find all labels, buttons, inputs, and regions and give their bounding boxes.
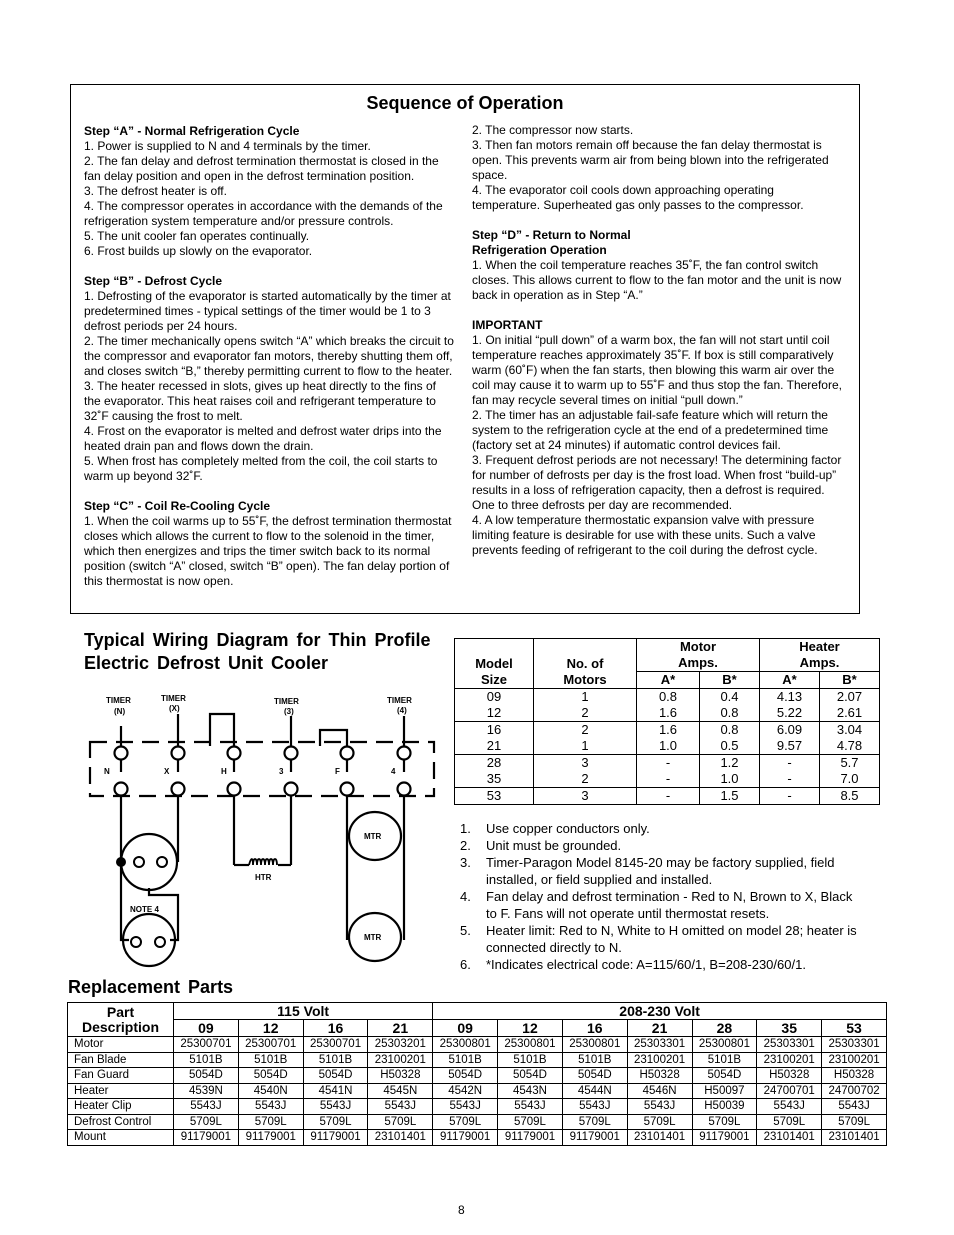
amps-value: 35 (486, 771, 502, 786)
part-number: 5054D (303, 1068, 368, 1084)
motor-b-header: B* (700, 672, 760, 689)
part-number: 23101401 (368, 1130, 433, 1146)
amps-cell (534, 788, 637, 805)
part-number: 23100201 (822, 1052, 887, 1068)
part-number: 5709L (562, 1114, 627, 1130)
amps-value: 1.6 (658, 705, 678, 720)
part-number: 5709L (238, 1114, 303, 1130)
part-number: 5054D (562, 1068, 627, 1084)
amps-value: 0.8 (658, 689, 678, 704)
amps-cell (700, 689, 760, 722)
amps-value: - (787, 755, 792, 770)
note-text: Fan delay and defrost termination - Red to N, Brown to X, Black to F. Fans will not operate until thermostat resets. (486, 889, 853, 921)
page-number: 8 (458, 1203, 465, 1217)
model-header-1: Model (455, 639, 534, 672)
timer-4-label: TIMER (387, 696, 412, 705)
amps-value: 1.6 (658, 722, 678, 737)
amps-value: 53 (486, 788, 502, 803)
part-description-header: Part Description (68, 1003, 174, 1037)
table-row (68, 1083, 887, 1099)
part-number: 23101401 (822, 1130, 887, 1146)
part-number: 5709L (692, 1114, 757, 1130)
step-text: 6. Frost builds up slowly on the evaporator. (84, 244, 313, 258)
amps-value: 21 (486, 738, 502, 753)
part-number: H50039 (692, 1099, 757, 1115)
note-number: 1. (460, 821, 471, 836)
step-heading: Step “C” - Coil Re-Cooling Cycle (84, 499, 271, 513)
table-row (68, 1068, 887, 1084)
amps-value: 09 (486, 689, 502, 704)
amps-cell (534, 689, 637, 722)
step-text: 1. On initial “pull down” of a warm box, the fan will not start until coil temperature reaches approximately 35˚F. If box is still comparatively warm (60˚F) when the fan starts, then blowing this warm air over the coil may cause it to warm up to 55˚F and thus stop the fan. Therefore, fan may recycle several times on initial “pull down.” (472, 333, 842, 407)
amps-cell (700, 755, 760, 788)
sequence-left-column (84, 124, 454, 589)
step-text: 2. The timer has an adjustable fail-safe feature which will return the system to the refrigeration cycle at the end of a predetermined time (factory set at 24 minutes) if automatic control devices fail. (472, 408, 829, 452)
step-heading: Refrigeration Operation (472, 243, 607, 257)
part-number: 5543J (238, 1099, 303, 1115)
wiring-notes (460, 820, 860, 973)
note-number: 2. (460, 838, 471, 853)
amps-row-group (455, 689, 880, 722)
amps-value: - (665, 771, 671, 786)
amps-cell (534, 722, 637, 755)
amps-value: 1 (581, 738, 589, 753)
heater-a-header: A* (760, 672, 820, 689)
heater-amps-header-1: Heater (760, 639, 880, 656)
amps-value: 5.7 (840, 755, 859, 770)
amps-cell (455, 689, 534, 722)
note-text: Use copper conductors only. (486, 821, 650, 836)
terminal-h-label: H (221, 767, 227, 776)
part-number: 4544N (562, 1083, 627, 1099)
amps-value: - (787, 771, 792, 786)
motors-header-2: Motors (534, 672, 637, 689)
amps-cell (760, 755, 820, 788)
part-number: 5054D (498, 1068, 563, 1084)
motor-amps-header-2: Amps. (637, 655, 760, 672)
step-text: 5. The unit cooler fan operates continually. (84, 229, 310, 243)
amps-value: 2 (581, 722, 589, 737)
amps-cell (455, 788, 534, 805)
spacer (472, 303, 842, 318)
step-text: 1. When the coil temperature reaches 35˚F, the fan control switch closes. This allows current to flow to the fan motor and the unit is now back in operation as in Step “A.” (472, 258, 842, 302)
size-208-header: 12 (498, 1020, 563, 1037)
size-208-header: 35 (757, 1020, 822, 1037)
amps-cell (637, 689, 700, 722)
part-number: 91179001 (498, 1130, 563, 1146)
size-header: Size (455, 672, 534, 689)
step-text: 3. Then fan motors remain off because the fan delay thermostat is open. This prevents warm air from being blown into the refrigerated space. (472, 138, 829, 182)
table-row (68, 1099, 887, 1115)
amps-value: - (665, 788, 671, 803)
step-text: 4. A low temperature thermostatic expansion valve with pressure limiting feature is desirable for use with these units. Such a valve prevents feeding of refrigerant to the coil during the defrost cycle. (472, 513, 818, 557)
part-number: 5101B (303, 1052, 368, 1068)
step-text: 1. Power is supplied to N and 4 terminals by the timer. (84, 139, 371, 153)
amps-value: 2 (581, 771, 589, 786)
terminal-3-label: 3 (279, 767, 284, 776)
part-number: 5101B (498, 1052, 563, 1068)
note-item (460, 888, 860, 922)
note-item (460, 956, 860, 973)
size-208-header: 09 (433, 1020, 498, 1037)
replacement-parts-table (67, 1002, 887, 1146)
part-number: 5709L (433, 1114, 498, 1130)
timer-x-label: TIMER (161, 694, 186, 703)
part-number: 4540N (238, 1083, 303, 1099)
note-number: 3. (460, 855, 471, 870)
note-number: 5. (460, 923, 471, 938)
step-text: 4. The evaporator coil cools down approaching operating temperature. Superheated gas only passes to the compressor. (472, 183, 804, 212)
part-number: 4539N (174, 1083, 239, 1099)
amps-cell (637, 722, 700, 755)
part-name: Defrost Control (68, 1114, 174, 1130)
timer-n-label: TIMER (106, 696, 131, 705)
table-row (68, 1114, 887, 1130)
amps-cell (820, 788, 880, 805)
part-number: 91179001 (562, 1130, 627, 1146)
amps-value: 4.78 (836, 738, 863, 753)
amps-value: 7.0 (840, 771, 859, 786)
part-number: 91179001 (692, 1130, 757, 1146)
table-row (68, 1052, 887, 1068)
amps-value: - (665, 755, 671, 770)
part-number: 5543J (498, 1099, 563, 1115)
amps-table (454, 638, 880, 805)
timer-3-label: TIMER (274, 697, 299, 706)
timer-x-sub: (X) (169, 704, 180, 713)
amps-row-group (455, 788, 880, 805)
volt-208-header: 208-230 Volt (433, 1003, 887, 1020)
part-number: 4542N (433, 1083, 498, 1099)
volt-115-header: 115 Volt (174, 1003, 433, 1020)
amps-cell (820, 722, 880, 755)
part-number: 23100201 (627, 1052, 692, 1068)
amps-cell (534, 755, 637, 788)
part-number: 25300701 (174, 1037, 239, 1053)
part-number: 5101B (562, 1052, 627, 1068)
sequence-right-column (472, 123, 842, 558)
note-item (460, 820, 860, 837)
size-208-header: 53 (822, 1020, 887, 1037)
amps-value: 2 (581, 705, 589, 720)
amps-value: 1.5 (720, 788, 739, 803)
amps-cell (455, 755, 534, 788)
part-number: 5101B (174, 1052, 239, 1068)
note-text: Heater limit: Red to N, White to H omitted on model 28; heater is connected directly to N. (486, 923, 857, 955)
motor-1-label: MTR (364, 832, 382, 841)
amps-cell (820, 689, 880, 722)
heater-b-header: B* (820, 672, 880, 689)
sequence-title: Sequence of Operation (366, 93, 564, 113)
terminal-x-label: X (164, 767, 170, 776)
note-number: 4. (460, 889, 471, 904)
note-item (460, 922, 860, 956)
part-number: 5543J (757, 1099, 822, 1115)
part-number: 25303301 (627, 1037, 692, 1053)
amps-value: 5.22 (776, 705, 803, 720)
part-number: H50328 (757, 1068, 822, 1084)
part-number: 4543N (498, 1083, 563, 1099)
part-number: 24700702 (822, 1083, 887, 1099)
amps-cell (455, 722, 534, 755)
amps-value: 16 (486, 722, 502, 737)
part-number: H50328 (822, 1068, 887, 1084)
motor-amps-header-1: Motor (637, 639, 760, 656)
part-number: H50328 (627, 1068, 692, 1084)
part-number: 4546N (627, 1083, 692, 1099)
amps-value: 0.4 (720, 689, 739, 704)
amps-value: 0.8 (720, 705, 739, 720)
amps-cell (637, 788, 700, 805)
part-number: 23101401 (757, 1130, 822, 1146)
amps-value: 0.8 (720, 722, 739, 737)
part-number: 5101B (433, 1052, 498, 1068)
part-number: 5543J (433, 1099, 498, 1115)
part-number: 23101401 (627, 1130, 692, 1146)
step-text: 3. The defrost heater is off. (84, 184, 227, 198)
timer-3-sub: (3) (284, 707, 294, 716)
amps-value: 12 (486, 705, 502, 720)
amps-value: 1.0 (658, 738, 678, 753)
part-number: 91179001 (303, 1130, 368, 1146)
part-number: 24700701 (757, 1083, 822, 1099)
note-item (460, 854, 860, 888)
part-number: 5709L (174, 1114, 239, 1130)
step-text: 1. Defrosting of the evaporator is started automatically by the timer at predetermined times - typical settings of the timer would be 1 to 3 defrost periods per 24 hours. (84, 289, 451, 333)
amps-cell (637, 755, 700, 788)
amps-value: 1.2 (720, 755, 739, 770)
part-name: Mount (68, 1130, 174, 1146)
part-name: Motor (68, 1037, 174, 1053)
step-heading: Step “D” - Return to Normal (472, 228, 631, 242)
step-text: 4. The compressor operates in accordance with the demands of the refrigeration system temperature and/or pressure controls. (84, 199, 443, 228)
step-text: 2. The timer mechanically opens switch “A” which breaks the circuit to the compressor and evaporator fan motors, thereby shutting them off, and closes switch “B,” thereby permitting current to flow to the heater. (84, 334, 454, 378)
step-heading: Step “B” - Defrost Cycle (84, 274, 223, 288)
part-number: 4541N (303, 1083, 368, 1099)
part-number: 5709L (303, 1114, 368, 1130)
sequence-of-operation-box (70, 84, 860, 614)
part-number: 5709L (498, 1114, 563, 1130)
table-row (68, 1037, 887, 1053)
part-number: 5543J (368, 1099, 433, 1115)
size-208-header: 16 (562, 1020, 627, 1037)
wiring-diagram (84, 690, 444, 970)
terminal-f-label: F (335, 767, 340, 776)
part-number: 5709L (822, 1114, 887, 1130)
amps-cell (700, 788, 760, 805)
part-number: 25303301 (822, 1037, 887, 1053)
part-name: Fan Guard (68, 1068, 174, 1084)
note-text: *Indicates electrical code: A=115/60/1, B=208-230/60/1. (486, 957, 806, 972)
size-208-header: 21 (627, 1020, 692, 1037)
part-number: 5101B (238, 1052, 303, 1068)
part-number: 25300801 (562, 1037, 627, 1053)
part-name: Fan Blade (68, 1052, 174, 1068)
part-number: 5709L (368, 1114, 433, 1130)
part-number: 5543J (303, 1099, 368, 1115)
part-number: 23100201 (368, 1052, 433, 1068)
part-number: 91179001 (174, 1130, 239, 1146)
size-115-header: 12 (238, 1020, 303, 1037)
step-heading: Step “A” - Normal Refrigeration Cycle (84, 124, 300, 138)
amps-row-group (455, 722, 880, 755)
part-number: 5543J (174, 1099, 239, 1115)
part-number: 25303201 (368, 1037, 433, 1053)
amps-value: 1.0 (720, 771, 739, 786)
part-number: 91179001 (238, 1130, 303, 1146)
amps-value: 3.04 (836, 722, 863, 737)
step-text: 5. When frost has completely melted from the coil, the coil starts to warm up beyond 32˚F. (84, 454, 438, 483)
part-number: 23100201 (757, 1052, 822, 1068)
terminal-n-label: N (104, 767, 110, 776)
part-number: 4545N (368, 1083, 433, 1099)
amps-value: 3 (581, 788, 589, 803)
size-115-header: 21 (368, 1020, 433, 1037)
step-heading: IMPORTANT (472, 318, 543, 332)
heater-amps-header-2: Amps. (760, 655, 880, 672)
part-number: 25300801 (433, 1037, 498, 1053)
amps-cell (760, 689, 820, 722)
size-115-header: 16 (303, 1020, 368, 1037)
part-number: 25300801 (498, 1037, 563, 1053)
part-number: 25300701 (238, 1037, 303, 1053)
note-4-label: NOTE 4 (130, 905, 159, 914)
timer-n-sub: (N) (114, 707, 126, 716)
part-number: 25300701 (303, 1037, 368, 1053)
size-208-header: 28 (692, 1020, 757, 1037)
size-115-header: 09 (174, 1020, 239, 1037)
amps-value: 6.09 (776, 722, 803, 737)
step-text: 3. The heater recessed in slots, gives up heat directly to the fins of the evaporator. This heat raises coil and refrigerant temperature to 32˚F causing the frost to melt. (84, 379, 436, 423)
note-item (460, 837, 860, 854)
step-text: 2. The compressor now starts. (472, 123, 634, 137)
step-text: 2. The fan delay and defrost termination thermostat is closed in the fan delay position and open in the defrost termination position. (84, 154, 439, 183)
timer-4-sub: (4) (397, 706, 407, 715)
spacer (84, 259, 454, 274)
part-number: 5054D (174, 1068, 239, 1084)
motor-a-header: A* (637, 672, 700, 689)
part-number: 25300801 (692, 1037, 757, 1053)
part-number: H50328 (368, 1068, 433, 1084)
amps-cell (760, 788, 820, 805)
note-text: Unit must be grounded. (486, 838, 622, 853)
part-number: 5709L (757, 1114, 822, 1130)
motors-header-1: No. of (534, 639, 637, 672)
part-number: 5054D (692, 1068, 757, 1084)
note-text: Timer-Paragon Model 8145-20 may be factory supplied, field installed, or field supplied and installed. (486, 855, 835, 887)
part-number: 25303301 (757, 1037, 822, 1053)
amps-value: 8.5 (840, 788, 859, 803)
amps-value: 3 (581, 755, 589, 770)
amps-value: 9.57 (776, 738, 803, 753)
spacer (84, 484, 454, 499)
amps-value: - (787, 788, 792, 803)
amps-cell (820, 755, 880, 788)
amps-value: 0.5 (720, 738, 739, 753)
step-text: 4. Frost on the evaporator is melted and defrost water drips into the heated drain pan and flows down the drain. (84, 424, 442, 453)
part-number: 5101B (692, 1052, 757, 1068)
step-text: 1. When the coil warms up to 55˚F, the defrost termination thermostat closes which allows the current to flow to the solenoid in the timer, which then energizes and trips the timer switch back to its normal position (switch “A” closed, switch “B” open). The fan delay portion of this thermostat is now open. (84, 514, 452, 588)
table-row (68, 1130, 887, 1146)
amps-value: 28 (486, 755, 502, 770)
part-number: 5054D (238, 1068, 303, 1084)
part-number: 5543J (822, 1099, 887, 1115)
part-name: Heater Clip (68, 1099, 174, 1115)
part-number: H50097 (692, 1083, 757, 1099)
amps-value: 1 (581, 689, 589, 704)
replacement-parts-title: Replacement Parts (68, 977, 234, 997)
spacer (472, 213, 842, 228)
wiring-diagram-title: Typical Wiring Diagram for Thin Profile Electric Defrost Unit Cooler (84, 630, 431, 673)
amps-cell (700, 722, 760, 755)
amps-cell (760, 722, 820, 755)
step-text: 3. Frequent defrost periods are not necessary! The determining factor for number of defrosts per day is the frost load. When frost “build-up” results in a loss of refrigeration capacity, then a defrost is required. One to three defrosts per day are recommended. (472, 453, 842, 512)
part-number: 5543J (562, 1099, 627, 1115)
part-number: 5543J (627, 1099, 692, 1115)
motor-2-label: MTR (364, 933, 382, 942)
part-number: 5709L (627, 1114, 692, 1130)
part-number: 91179001 (433, 1130, 498, 1146)
part-number: 5054D (433, 1068, 498, 1084)
amps-value: 2.61 (836, 705, 863, 720)
amps-value: 2.07 (836, 689, 863, 704)
part-name: Heater (68, 1083, 174, 1099)
amps-row-group (455, 755, 880, 788)
terminal-4-label: 4 (391, 767, 396, 776)
heater-label: HTR (255, 873, 272, 882)
note-number: 6. (460, 957, 471, 972)
amps-value: 4.13 (776, 689, 803, 704)
